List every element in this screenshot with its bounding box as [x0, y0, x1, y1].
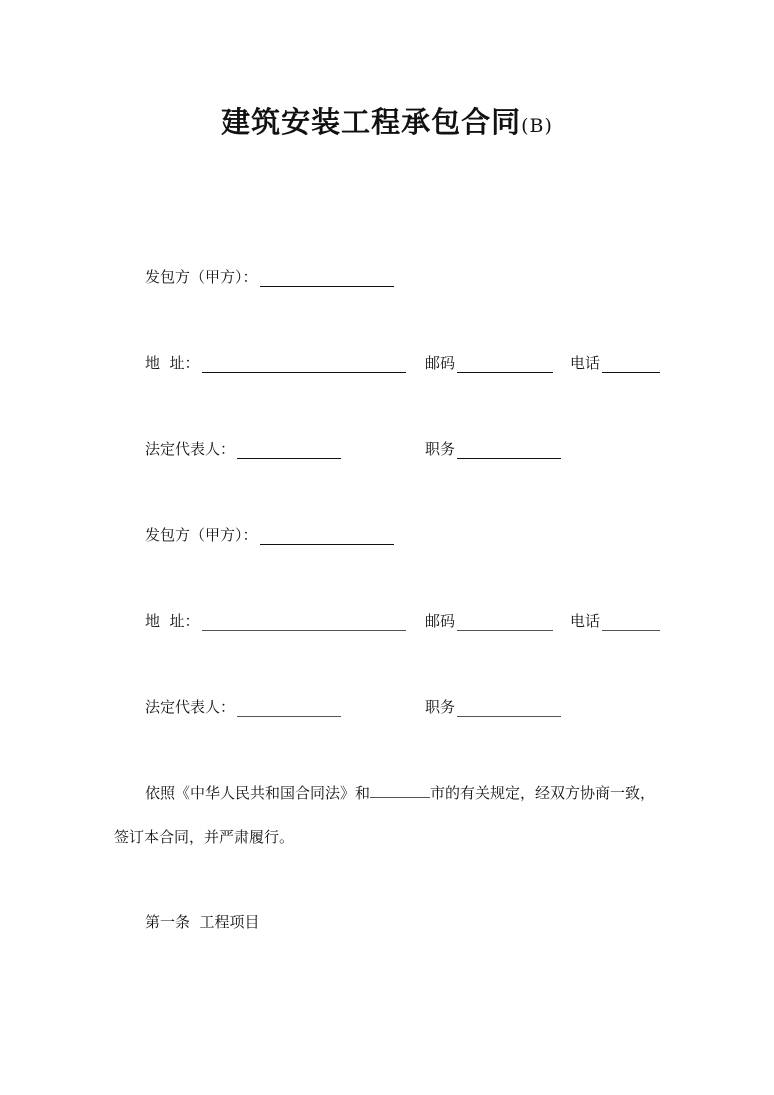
party-a-name-field[interactable] — [260, 271, 394, 287]
party-a-address-row — [145, 353, 406, 373]
party-a-address-field[interactable] — [202, 357, 406, 373]
party-a-position-field[interactable] — [457, 443, 561, 459]
article-1-heading: 第一条 工程项目 — [145, 913, 260, 931]
party-a-rep-field[interactable] — [237, 443, 341, 459]
party-a-label: 发包方（甲方）： — [145, 268, 258, 286]
party-b-postcode-row — [425, 611, 553, 631]
intro-line-1-after: 市的有关规定，经双方协商一致， — [430, 784, 656, 802]
party-a-position-row — [425, 439, 561, 459]
party-b-postcode-label: 邮码 — [425, 612, 456, 630]
intro-line-1 — [145, 783, 655, 803]
party-b-position-label: 职务 — [425, 698, 456, 716]
party-b-address-field[interactable] — [202, 615, 406, 631]
party-a-postcode-field[interactable] — [457, 357, 553, 373]
party-a-postcode-label: 邮码 — [425, 354, 456, 372]
party-b-phone-field[interactable] — [602, 615, 660, 631]
party-b-rep-row — [145, 697, 341, 717]
party-b-rep-label: 法定代表人： — [145, 698, 236, 716]
party-a-rep-row — [145, 439, 341, 459]
intro-line-1-before: 依照《中华人民共和国合同法》和 — [145, 784, 371, 802]
party-b-address-row — [145, 611, 406, 631]
party-b-phone-row — [570, 611, 660, 631]
party-b-address-label: 地 址： — [145, 612, 200, 630]
party-b-postcode-field[interactable] — [457, 615, 553, 631]
party-b-position-field[interactable] — [457, 701, 561, 717]
party-a-rep-label: 法定代表人： — [145, 440, 236, 458]
party-b-name-row — [145, 525, 394, 545]
title-suffix: (B) — [521, 115, 553, 137]
party-b-phone-label: 电话 — [570, 612, 601, 630]
party-a-name-row — [145, 267, 394, 287]
party-a-position-label: 职务 — [425, 440, 456, 458]
page-title — [0, 100, 774, 141]
party-a-phone-field[interactable] — [602, 357, 660, 373]
party-a-address-label: 地 址： — [145, 354, 200, 372]
party-b-name-field[interactable] — [260, 529, 394, 545]
party-b-label: 发包方（甲方）： — [145, 526, 258, 544]
party-a-phone-row — [570, 353, 660, 373]
party-a-postcode-row — [425, 353, 553, 373]
intro-line-2: 签订本合同，并严肃履行。 — [114, 828, 295, 846]
party-a-phone-label: 电话 — [570, 354, 601, 372]
title-main: 建筑安装工程承包合同 — [221, 105, 522, 139]
party-b-position-row — [425, 697, 561, 717]
city-field[interactable] — [370, 783, 430, 798]
party-b-rep-field[interactable] — [237, 701, 341, 717]
